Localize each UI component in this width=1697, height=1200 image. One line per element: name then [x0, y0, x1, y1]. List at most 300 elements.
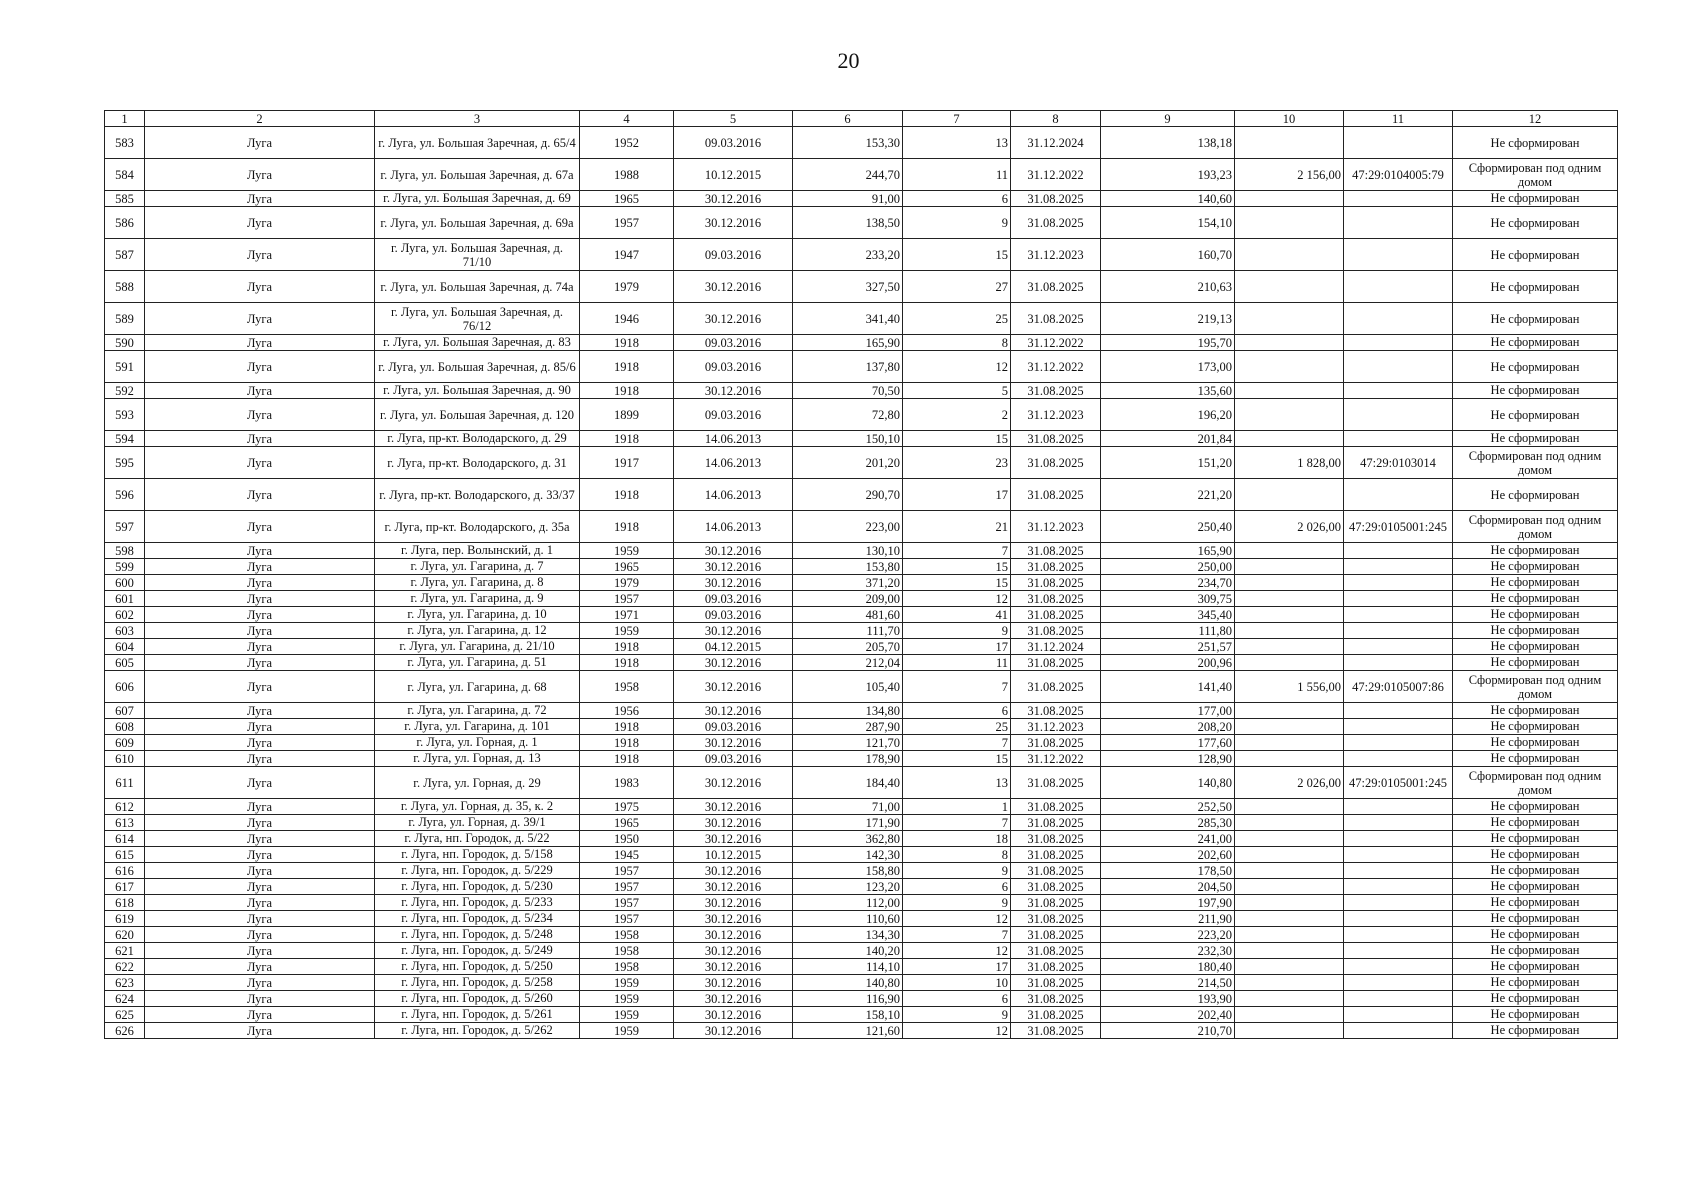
cell-date-start: 09.03.2016	[674, 239, 793, 271]
cell-address: г. Луга, пр-кт. Володарского, д. 33/37	[375, 479, 580, 511]
table-row	[105, 591, 1618, 607]
cell-value: 154,10	[1101, 207, 1235, 239]
cell-year-built: 1957	[580, 879, 674, 895]
cell-address	[375, 911, 580, 927]
cell-address-text: г. Луга, ул. Гагарина, д. 101	[404, 719, 550, 733]
cell-settlement: Луга	[145, 127, 375, 159]
cell-status-text: Не сформирован	[1490, 719, 1580, 733]
cell-year-built: 1959	[580, 991, 674, 1007]
cell-count: 10	[903, 975, 1011, 991]
cell-settlement: Луга	[145, 703, 375, 719]
cell-row-number: 584	[105, 159, 145, 191]
cell-status-text: Не сформирован	[1490, 991, 1580, 1005]
cell-cadastral-number	[1344, 431, 1453, 447]
cell-date-start: 30.12.2016	[674, 191, 793, 207]
cell-address: г. Луга, ул. Большая Заречная, д. 65/4	[375, 127, 580, 159]
cell-year-built: 1959	[580, 543, 674, 559]
cell-settlement: Луга	[145, 559, 375, 575]
cell-count: 6	[903, 879, 1011, 895]
cell-address	[375, 335, 580, 351]
cell-land-area	[1235, 543, 1344, 559]
cell-address	[375, 799, 580, 815]
cell-area: 287,90	[793, 719, 903, 735]
cell-cadastral-number	[1344, 335, 1453, 351]
cell-row-number: 617	[105, 879, 145, 895]
cell-land-area	[1235, 303, 1344, 335]
cell-date-start: 10.12.2015	[674, 159, 793, 191]
cell-settlement: Луга	[145, 303, 375, 335]
cell-value: 285,30	[1101, 815, 1235, 831]
cell-land-area	[1235, 959, 1344, 975]
cell-year-built: 1956	[580, 703, 674, 719]
cell-date-end: 31.08.2025	[1011, 735, 1101, 751]
cell-cadastral-number	[1344, 991, 1453, 1007]
column-header: 5	[674, 111, 793, 127]
cell-address-text: г. Луга, ул. Гагарина, д. 72	[407, 703, 547, 717]
cell-address	[375, 575, 580, 591]
cell-year-built: 1918	[580, 335, 674, 351]
cell-land-area: 1 556,00	[1235, 671, 1344, 703]
cell-date-start: 30.12.2016	[674, 975, 793, 991]
cell-status	[1453, 815, 1618, 831]
cell-cadastral-number: 47:29:0105001:245	[1344, 511, 1453, 543]
cell-area: 290,70	[793, 479, 903, 511]
cell-area: 114,10	[793, 959, 903, 975]
cell-address-text: г. Луга, нп. Городок, д. 5/261	[401, 1007, 553, 1021]
cell-date-end: 31.12.2024	[1011, 127, 1101, 159]
cell-address: г. Луга, ул. Большая Заречная, д. 76/12	[375, 303, 580, 335]
cell-year-built: 1918	[580, 735, 674, 751]
table-row	[105, 511, 1618, 543]
cell-date-start: 30.12.2016	[674, 943, 793, 959]
table-row	[105, 751, 1618, 767]
cell-status	[1453, 895, 1618, 911]
cell-land-area	[1235, 639, 1344, 655]
cell-year-built: 1958	[580, 671, 674, 703]
cell-land-area: 2 026,00	[1235, 767, 1344, 799]
cell-address-text: г. Луга, нп. Городок, д. 5/262	[401, 1023, 553, 1037]
cell-count: 12	[903, 351, 1011, 383]
cell-area: 341,40	[793, 303, 903, 335]
cell-land-area	[1235, 351, 1344, 383]
cell-cadastral-number	[1344, 735, 1453, 751]
table-row	[105, 927, 1618, 943]
cell-value: 141,40	[1101, 671, 1235, 703]
cell-date-start: 30.12.2016	[674, 863, 793, 879]
cell-cadastral-number	[1344, 591, 1453, 607]
cell-status-text: Не сформирован	[1490, 1023, 1580, 1037]
cell-land-area	[1235, 191, 1344, 207]
cell-value: 193,23	[1101, 159, 1235, 191]
cell-cadastral-number	[1344, 623, 1453, 639]
cell-year-built: 1957	[580, 895, 674, 911]
cell-year-built: 1959	[580, 623, 674, 639]
cell-address	[375, 639, 580, 655]
cell-cadastral-number	[1344, 303, 1453, 335]
cell-date-end: 31.08.2025	[1011, 799, 1101, 815]
cell-value: 165,90	[1101, 543, 1235, 559]
cell-settlement: Луга	[145, 431, 375, 447]
cell-date-start: 30.12.2016	[674, 1007, 793, 1023]
cell-count: 11	[903, 655, 1011, 671]
cell-count: 18	[903, 831, 1011, 847]
cell-cadastral-number	[1344, 895, 1453, 911]
column-header: 8	[1011, 111, 1101, 127]
cell-date-end: 31.08.2025	[1011, 591, 1101, 607]
cell-land-area	[1235, 719, 1344, 735]
cell-date-end: 31.08.2025	[1011, 623, 1101, 639]
cell-address-text: г. Луга, нп. Городок, д. 5/234	[401, 911, 553, 925]
cell-value: 201,84	[1101, 431, 1235, 447]
cell-year-built: 1959	[580, 1007, 674, 1023]
cell-value: 202,40	[1101, 1007, 1235, 1023]
cell-settlement: Луга	[145, 751, 375, 767]
cell-row-number: 615	[105, 847, 145, 863]
cell-address-text: г. Луга, ул. Гагарина, д. 8	[410, 575, 544, 589]
cell-year-built: 1957	[580, 863, 674, 879]
cell-status-text: Не сформирован	[1490, 591, 1580, 605]
cell-area: 201,20	[793, 447, 903, 479]
cell-area: 371,20	[793, 575, 903, 591]
cell-status	[1453, 703, 1618, 719]
cell-status-text: Не сформирован	[1490, 943, 1580, 957]
cell-date-end: 31.08.2025	[1011, 431, 1101, 447]
cell-area: 137,80	[793, 351, 903, 383]
cell-status: Не сформирован	[1453, 207, 1618, 239]
cell-value: 160,70	[1101, 239, 1235, 271]
cell-year-built: 1988	[580, 159, 674, 191]
cell-land-area	[1235, 799, 1344, 815]
cell-value: 211,90	[1101, 911, 1235, 927]
cell-count: 15	[903, 559, 1011, 575]
cell-settlement: Луга	[145, 719, 375, 735]
column-header: 12	[1453, 111, 1618, 127]
cell-count: 8	[903, 847, 1011, 863]
cell-area: 178,90	[793, 751, 903, 767]
cell-area: 70,50	[793, 383, 903, 399]
cell-year-built: 1958	[580, 959, 674, 975]
cell-land-area	[1235, 431, 1344, 447]
cell-status	[1453, 431, 1618, 447]
cell-date-end: 31.08.2025	[1011, 943, 1101, 959]
cell-cadastral-number	[1344, 831, 1453, 847]
cell-land-area	[1235, 239, 1344, 271]
cell-date-start: 09.03.2016	[674, 399, 793, 431]
cell-land-area	[1235, 911, 1344, 927]
cell-count: 6	[903, 703, 1011, 719]
cell-land-area: 2 156,00	[1235, 159, 1344, 191]
cell-count: 2	[903, 399, 1011, 431]
cell-count: 12	[903, 943, 1011, 959]
cell-date-end: 31.12.2023	[1011, 719, 1101, 735]
cell-cadastral-number	[1344, 399, 1453, 431]
table-row	[105, 655, 1618, 671]
cell-date-end: 31.08.2025	[1011, 703, 1101, 719]
cell-year-built: 1957	[580, 207, 674, 239]
cell-address	[375, 431, 580, 447]
cell-date-end: 31.08.2025	[1011, 975, 1101, 991]
cell-land-area	[1235, 863, 1344, 879]
cell-settlement: Луга	[145, 815, 375, 831]
cell-cadastral-number	[1344, 655, 1453, 671]
cell-count: 12	[903, 911, 1011, 927]
cell-count: 15	[903, 239, 1011, 271]
cell-cadastral-number	[1344, 271, 1453, 303]
cell-area: 134,80	[793, 703, 903, 719]
cell-year-built: 1971	[580, 607, 674, 623]
cell-status-text: Не сформирован	[1490, 639, 1580, 653]
cell-cadastral-number	[1344, 847, 1453, 863]
cell-date-end: 31.08.2025	[1011, 911, 1101, 927]
cell-cadastral-number	[1344, 975, 1453, 991]
cell-date-end: 31.12.2023	[1011, 511, 1101, 543]
cell-address	[375, 847, 580, 863]
cell-status: Не сформирован	[1453, 127, 1618, 159]
cell-status	[1453, 831, 1618, 847]
cell-area: 184,40	[793, 767, 903, 799]
cell-status	[1453, 991, 1618, 1007]
cell-date-end: 31.12.2024	[1011, 639, 1101, 655]
cell-date-start: 30.12.2016	[674, 815, 793, 831]
cell-settlement: Луга	[145, 799, 375, 815]
cell-date-start: 30.12.2016	[674, 303, 793, 335]
cell-year-built: 1918	[580, 383, 674, 399]
cell-count: 15	[903, 431, 1011, 447]
cell-settlement: Луга	[145, 863, 375, 879]
cell-address	[375, 831, 580, 847]
cell-date-start: 09.03.2016	[674, 719, 793, 735]
cell-year-built: 1957	[580, 911, 674, 927]
column-header: 9	[1101, 111, 1235, 127]
cell-row-number: 586	[105, 207, 145, 239]
cell-address	[375, 1023, 580, 1039]
cell-area: 138,50	[793, 207, 903, 239]
cell-cadastral-number	[1344, 751, 1453, 767]
cell-land-area	[1235, 815, 1344, 831]
cell-status-text: Не сформирован	[1490, 559, 1580, 573]
cell-date-end: 31.12.2022	[1011, 351, 1101, 383]
cell-settlement: Луга	[145, 911, 375, 927]
table-row	[105, 623, 1618, 639]
cell-status	[1453, 543, 1618, 559]
cell-row-number: 590	[105, 335, 145, 351]
cell-year-built: 1965	[580, 559, 674, 575]
cell-value: 193,90	[1101, 991, 1235, 1007]
cell-status-text: Не сформирован	[1490, 383, 1580, 397]
cell-address	[375, 751, 580, 767]
cell-status	[1453, 847, 1618, 863]
cell-status-text: Не сформирован	[1490, 623, 1580, 637]
cell-status-text: Не сформирован	[1490, 543, 1580, 557]
cell-count: 6	[903, 991, 1011, 1007]
cell-status	[1453, 191, 1618, 207]
cell-address-text: г. Луга, нп. Городок, д. 5/249	[401, 943, 553, 957]
table-row	[105, 607, 1618, 623]
cell-value: 177,00	[1101, 703, 1235, 719]
cell-date-end: 31.08.2025	[1011, 303, 1101, 335]
page-number: 20	[837, 48, 860, 73]
cell-row-number: 607	[105, 703, 145, 719]
cell-area: 130,10	[793, 543, 903, 559]
cell-cadastral-number	[1344, 543, 1453, 559]
cell-address-text: г. Луга, нп. Городок, д. 5/258	[401, 975, 553, 989]
column-header: 4	[580, 111, 674, 127]
cell-count: 8	[903, 335, 1011, 351]
column-header: 6	[793, 111, 903, 127]
cell-count: 13	[903, 127, 1011, 159]
table-row	[105, 831, 1618, 847]
cell-area: 121,60	[793, 1023, 903, 1039]
cell-date-start: 09.03.2016	[674, 351, 793, 383]
cell-status	[1453, 959, 1618, 975]
cell-status: Сформирован под одним домом	[1453, 447, 1618, 479]
cell-year-built: 1945	[580, 847, 674, 863]
cell-value: 173,00	[1101, 351, 1235, 383]
cell-date-start: 30.12.2016	[674, 575, 793, 591]
cell-address: г. Луга, ул. Большая Заречная, д. 71/10	[375, 239, 580, 271]
column-header: 11	[1344, 111, 1453, 127]
cell-settlement: Луга	[145, 351, 375, 383]
cell-date-start: 14.06.2013	[674, 447, 793, 479]
cell-year-built: 1947	[580, 239, 674, 271]
cell-date-end: 31.12.2022	[1011, 159, 1101, 191]
cell-row-number: 595	[105, 447, 145, 479]
cell-settlement: Луга	[145, 975, 375, 991]
cell-settlement: Луга	[145, 1023, 375, 1039]
cell-land-area	[1235, 751, 1344, 767]
cell-cadastral-number	[1344, 559, 1453, 575]
cell-date-end: 31.08.2025	[1011, 575, 1101, 591]
cell-date-end: 31.08.2025	[1011, 879, 1101, 895]
cell-status	[1453, 927, 1618, 943]
cell-row-number: 612	[105, 799, 145, 815]
cell-count: 11	[903, 159, 1011, 191]
cell-status	[1453, 719, 1618, 735]
table-row	[105, 575, 1618, 591]
cell-count: 9	[903, 1007, 1011, 1023]
cell-status: Сформирован под одним домом	[1453, 511, 1618, 543]
cell-date-start: 30.12.2016	[674, 655, 793, 671]
cell-address	[375, 735, 580, 751]
cell-status	[1453, 943, 1618, 959]
cell-row-number: 587	[105, 239, 145, 271]
cell-address	[375, 863, 580, 879]
cell-date-start: 09.03.2016	[674, 335, 793, 351]
table-row	[105, 447, 1618, 479]
table-row	[105, 671, 1618, 703]
cell-year-built: 1959	[580, 1023, 674, 1039]
cell-value: 204,50	[1101, 879, 1235, 895]
cell-count: 23	[903, 447, 1011, 479]
cell-count: 25	[903, 303, 1011, 335]
cell-area: 110,60	[793, 911, 903, 927]
cell-count: 7	[903, 671, 1011, 703]
cell-status	[1453, 735, 1618, 751]
cell-address: г. Луга, пр-кт. Володарского, д. 35а	[375, 511, 580, 543]
cell-status-text: Не сформирован	[1490, 751, 1580, 765]
cell-cadastral-number: 47:29:0103014	[1344, 447, 1453, 479]
cell-address	[375, 559, 580, 575]
cell-area: 91,00	[793, 191, 903, 207]
cell-area: 209,00	[793, 591, 903, 607]
cell-settlement: Луга	[145, 159, 375, 191]
cell-address-text: г. Луга, ул. Горная, д. 35, к. 2	[400, 799, 554, 813]
cell-address-text: г. Луга, пер. Волынский, д. 1	[401, 543, 553, 557]
cell-settlement: Луга	[145, 927, 375, 943]
table-row	[105, 191, 1618, 207]
cell-status	[1453, 607, 1618, 623]
cell-value: 309,75	[1101, 591, 1235, 607]
cell-value: 151,20	[1101, 447, 1235, 479]
cell-value: 250,40	[1101, 511, 1235, 543]
cell-status-text: Не сформирован	[1490, 735, 1580, 749]
cell-year-built: 1959	[580, 975, 674, 991]
cell-date-start: 14.06.2013	[674, 431, 793, 447]
cell-address	[375, 543, 580, 559]
cell-date-start: 30.12.2016	[674, 895, 793, 911]
cell-year-built: 1918	[580, 639, 674, 655]
cell-cadastral-number	[1344, 815, 1453, 831]
cell-date-end: 31.08.2025	[1011, 559, 1101, 575]
cell-date-start: 30.12.2016	[674, 911, 793, 927]
cell-value: 180,40	[1101, 959, 1235, 975]
cell-land-area	[1235, 991, 1344, 1007]
cell-date-start: 30.12.2016	[674, 671, 793, 703]
cell-status	[1453, 879, 1618, 895]
cell-land-area	[1235, 703, 1344, 719]
cell-value: 210,70	[1101, 1023, 1235, 1039]
cell-status	[1453, 1007, 1618, 1023]
cell-count: 27	[903, 271, 1011, 303]
cell-settlement: Луга	[145, 575, 375, 591]
cell-address-text: г. Луга, нп. Городок, д. 5/260	[401, 991, 553, 1005]
cell-count: 13	[903, 767, 1011, 799]
cell-value: 128,90	[1101, 751, 1235, 767]
cell-date-end: 31.08.2025	[1011, 479, 1101, 511]
cell-settlement: Луга	[145, 511, 375, 543]
cell-settlement: Луга	[145, 191, 375, 207]
cell-row-number: 596	[105, 479, 145, 511]
cell-status	[1453, 863, 1618, 879]
cell-status	[1453, 799, 1618, 815]
cell-row-number: 620	[105, 927, 145, 943]
cell-settlement: Луга	[145, 767, 375, 799]
cell-row-number: 599	[105, 559, 145, 575]
cell-value: 200,96	[1101, 655, 1235, 671]
cell-date-end: 31.08.2025	[1011, 895, 1101, 911]
cell-settlement: Луга	[145, 671, 375, 703]
cell-area: 121,70	[793, 735, 903, 751]
cell-settlement: Луга	[145, 239, 375, 271]
cell-settlement: Луга	[145, 735, 375, 751]
cell-count: 5	[903, 383, 1011, 399]
cell-cadastral-number: 47:29:0104005:79	[1344, 159, 1453, 191]
cell-area: 116,90	[793, 991, 903, 1007]
cell-count: 1	[903, 799, 1011, 815]
cell-year-built: 1952	[580, 127, 674, 159]
cell-date-end: 31.08.2025	[1011, 927, 1101, 943]
table-row	[105, 863, 1618, 879]
cell-row-number: 601	[105, 591, 145, 607]
cell-date-start: 30.12.2016	[674, 959, 793, 975]
cell-row-number: 622	[105, 959, 145, 975]
cell-address: г. Луга, ул. Горная, д. 29	[375, 767, 580, 799]
cell-row-number: 606	[105, 671, 145, 703]
cell-address-text: г. Луга, ул. Гагарина, д. 21/10	[399, 639, 555, 653]
cell-address-text: г. Луга, нп. Городок, д. 5/250	[401, 959, 553, 973]
cell-settlement: Луга	[145, 591, 375, 607]
table-row	[105, 879, 1618, 895]
